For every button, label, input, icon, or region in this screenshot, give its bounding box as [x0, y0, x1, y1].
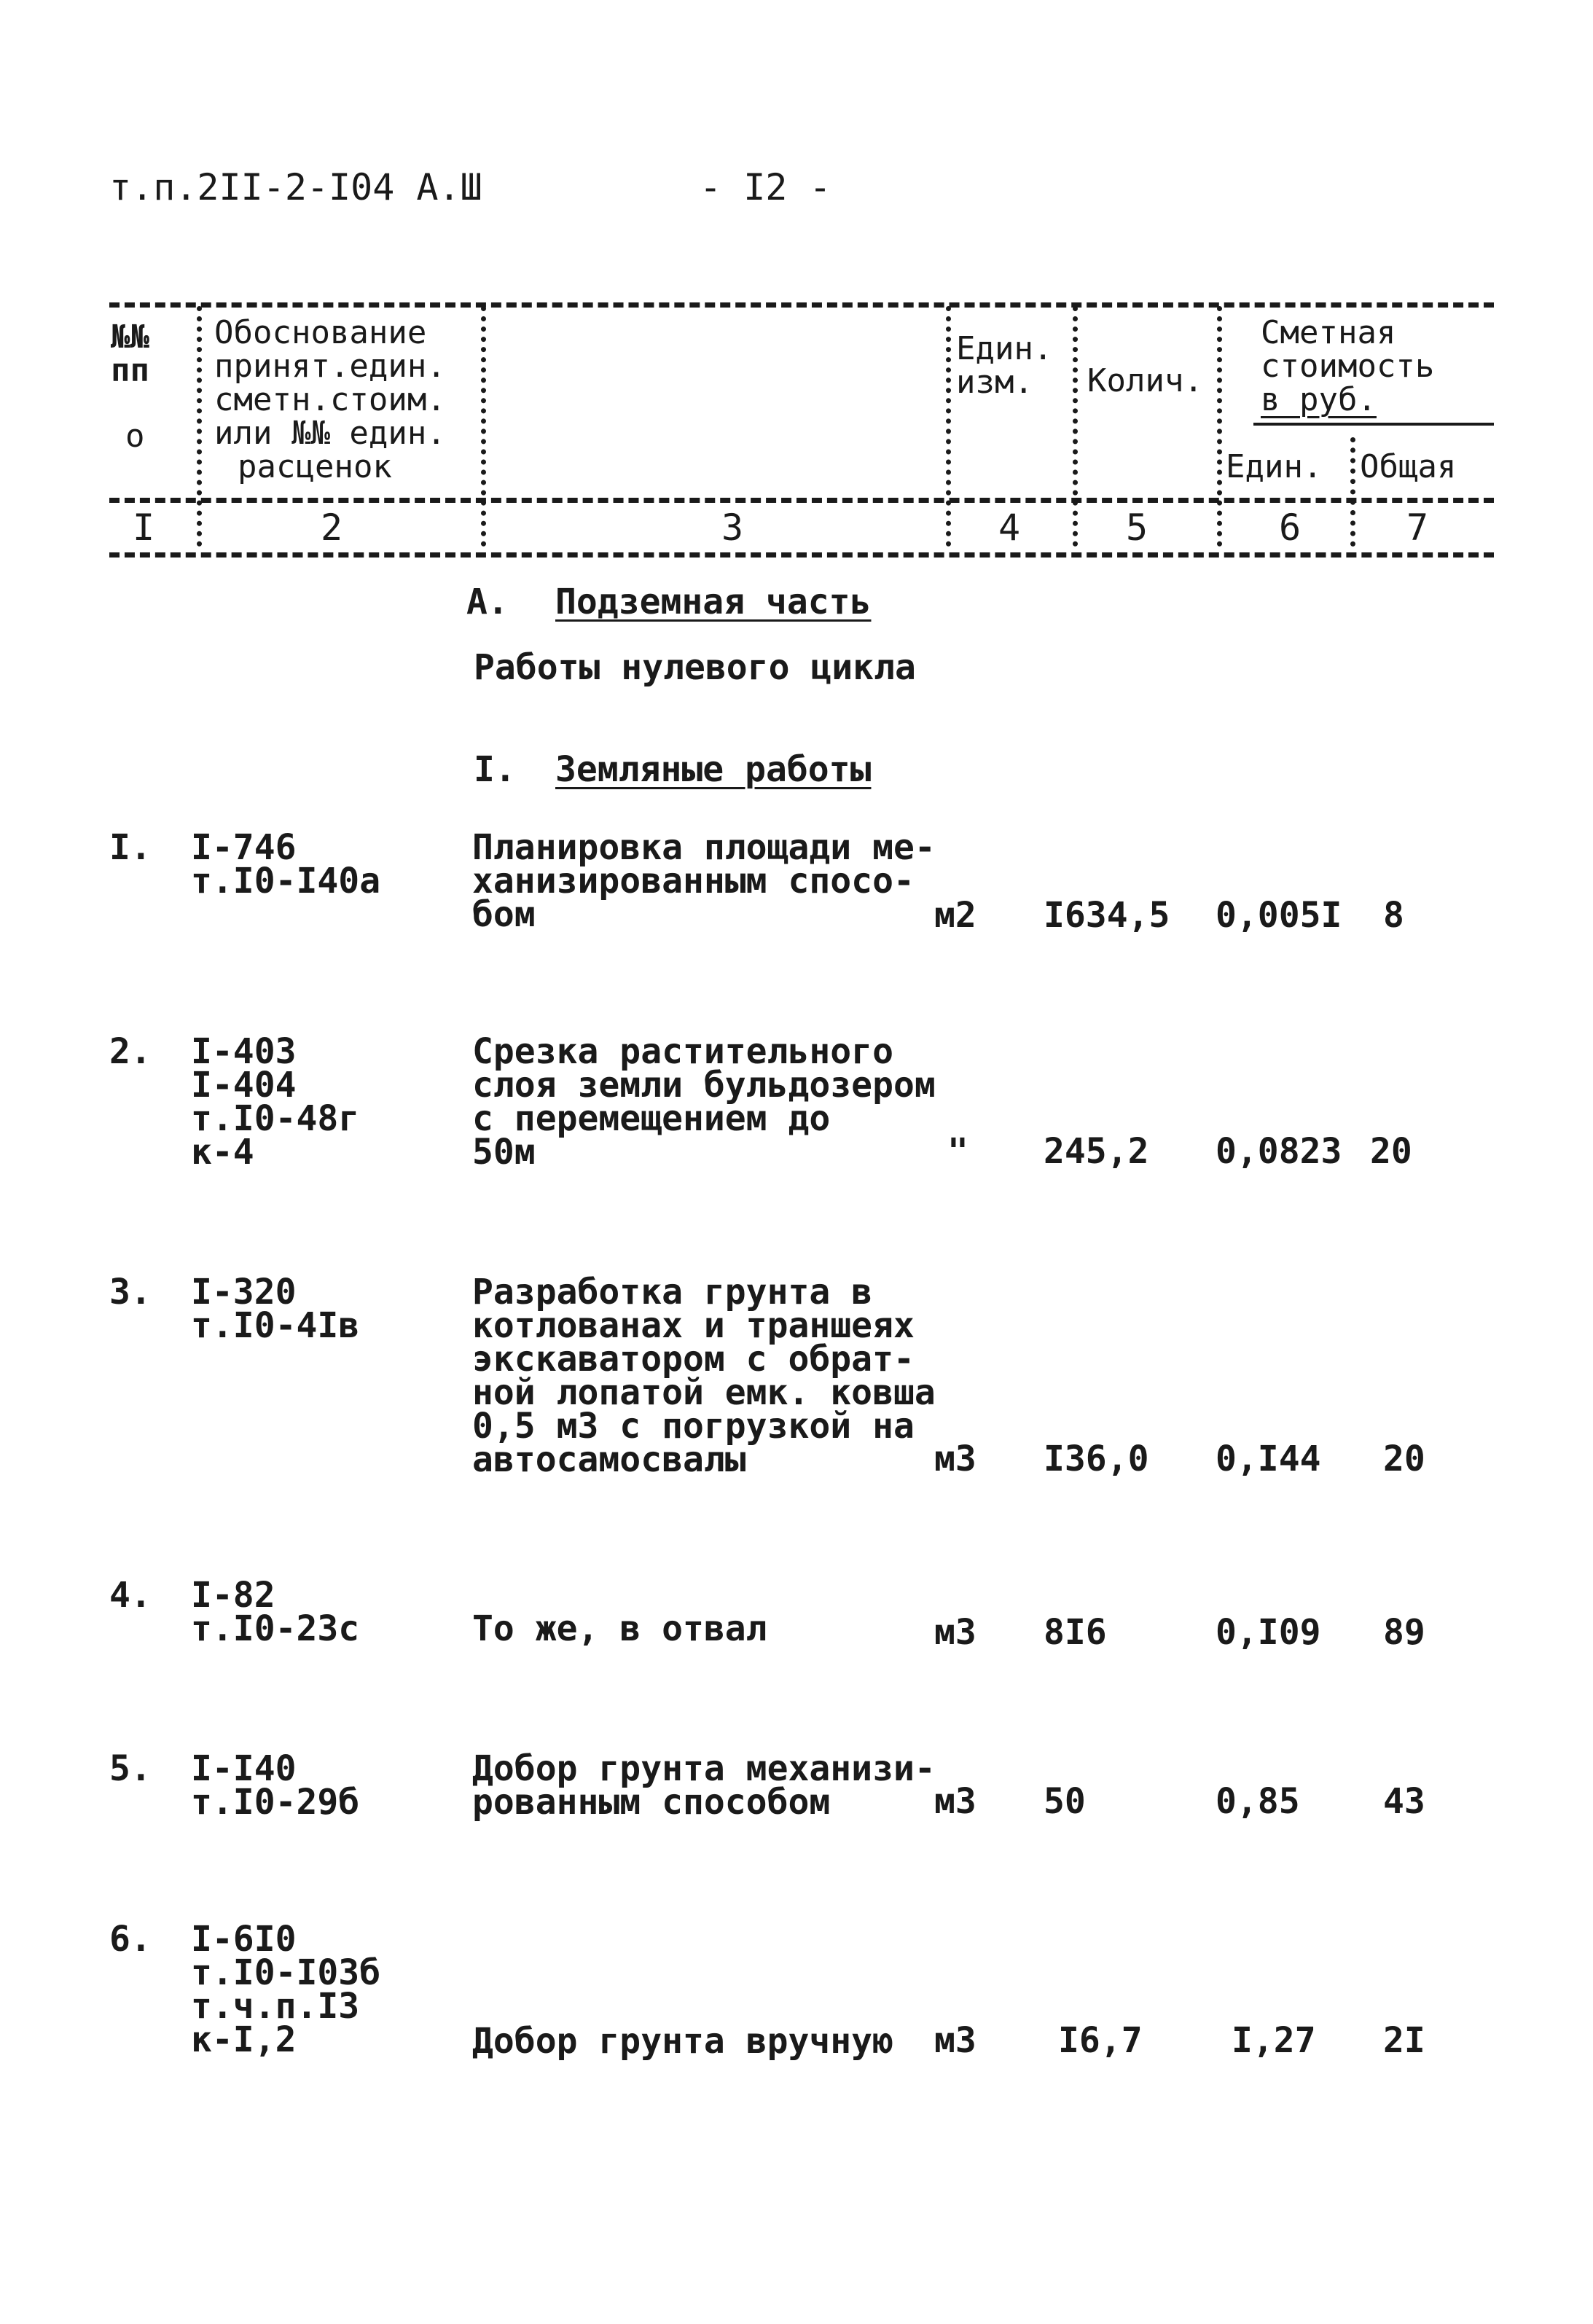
row-number: 3.: [109, 1272, 152, 1312]
cost-subheader-rule: [1253, 423, 1494, 426]
row-unit-price: 0,I44: [1216, 1439, 1321, 1479]
row-code: I-746: [191, 827, 297, 868]
row-quantity: I634,5: [1044, 895, 1170, 936]
col2-header-line5: расценок: [238, 448, 392, 485]
row-code: к-I,2: [191, 2019, 297, 2060]
col-number-1: I: [133, 506, 155, 549]
row-code: к-4: [191, 1132, 254, 1173]
col-number-2: 2: [321, 506, 343, 549]
row-total: 2I: [1383, 2020, 1425, 2061]
row-description: Добор грунта вручную: [472, 2021, 893, 2062]
col-divider-1: [197, 306, 202, 547]
row-description: котлованах и траншеях: [472, 1305, 915, 1346]
row-description: автосамосвалы: [472, 1439, 746, 1480]
col2-header-line3: сметн.стоим.: [214, 381, 446, 418]
col1-header-line3: о: [125, 418, 145, 455]
col-number-5: 5: [1126, 506, 1148, 549]
col-number-3: 3: [721, 506, 744, 549]
row-description: ной лопатой емк. ковша: [472, 1372, 936, 1413]
row-quantity: 245,2: [1044, 1131, 1149, 1172]
row-code: I-403: [191, 1031, 297, 1072]
row-description: ханизированным спосо-: [472, 861, 915, 901]
row-number: 5.: [109, 1748, 152, 1789]
row-unit-price: 0,005I: [1216, 895, 1342, 936]
section-number: I.: [474, 749, 516, 790]
row-code: I-320: [191, 1272, 297, 1312]
col1-header-line2: пп: [111, 352, 149, 389]
document-code: т.п.2II-2-I04 А.Ш: [109, 166, 482, 208]
col5-header: Колич.: [1087, 362, 1203, 399]
row-number: 2.: [109, 1031, 152, 1072]
col6-header: Един.: [1226, 448, 1323, 485]
col67-header-line3: в руб.: [1261, 381, 1377, 418]
row-quantity: I6,7: [1058, 2020, 1143, 2061]
col7-header: Общая: [1360, 448, 1457, 485]
row-quantity: 50: [1044, 1781, 1086, 1822]
col1-header-line1: №№: [111, 318, 149, 356]
row-code: т.I0-4Iв: [191, 1305, 360, 1346]
row-unit-price: I,27: [1232, 2020, 1316, 2061]
row-code: т.ч.п.I3: [191, 1986, 360, 2027]
row-total: 89: [1383, 1612, 1425, 1653]
row-code: I-I40: [191, 1748, 297, 1789]
row-unit: м3: [934, 2020, 976, 2061]
row-unit-price: 0,I09: [1216, 1612, 1321, 1653]
row-description: с перемещением до: [472, 1098, 831, 1139]
col-number-4: 4: [998, 506, 1021, 549]
page-number: - I2 -: [700, 166, 831, 208]
row-number: I.: [109, 827, 152, 868]
header-top-rule: [109, 302, 1494, 308]
row-description: 0,5 м3 с погрузкой на: [472, 1406, 915, 1447]
row-quantity: I36,0: [1044, 1439, 1149, 1479]
row-total: 8: [1383, 895, 1404, 936]
header-bottom-rule: [109, 552, 1494, 557]
section-title: Земляные работы: [555, 749, 872, 790]
part-letter: А.: [466, 582, 509, 622]
col-divider-4: [1073, 306, 1078, 547]
col2-header-line1: Обоснование: [214, 314, 427, 351]
row-unit-price: 0,85: [1216, 1781, 1300, 1822]
row-code: I-404: [191, 1065, 297, 1106]
col-divider-6: [1350, 437, 1355, 547]
row-description: Срезка растительного: [472, 1031, 893, 1072]
row-unit: ": [947, 1131, 968, 1172]
col67-header-line2: стоимость: [1261, 348, 1435, 385]
row-number: 6.: [109, 1919, 152, 1960]
row-unit-price: 0,0823: [1216, 1131, 1342, 1172]
row-description: Планировка площади ме-: [472, 827, 936, 868]
row-unit: м3: [934, 1612, 976, 1653]
col2-header-line2: принят.един.: [214, 348, 446, 385]
row-description: 50м: [472, 1132, 536, 1173]
col-number-6: 6: [1279, 506, 1302, 549]
row-description: Разработка грунта в: [472, 1272, 873, 1312]
row-code: т.I0-29б: [191, 1782, 360, 1823]
row-code: т.I0-I03б: [191, 1952, 381, 1993]
row-description: рованным способом: [472, 1782, 831, 1823]
row-code: I-82: [191, 1575, 275, 1616]
row-description: бом: [472, 894, 536, 935]
header-mid-rule: [109, 498, 1494, 503]
col4-header-line2: изм.: [956, 364, 1033, 401]
row-code: т.I0-23с: [191, 1608, 360, 1649]
row-code: т.I0-48г: [191, 1098, 360, 1139]
col-divider-2: [481, 306, 486, 547]
col-number-7: 7: [1406, 506, 1429, 549]
row-description: слоя земли бульдозером: [472, 1065, 936, 1106]
row-description: Добор грунта механизи-: [472, 1748, 936, 1789]
col-divider-5: [1217, 306, 1222, 547]
row-unit: м3: [934, 1439, 976, 1479]
col2-header-line4: или №№ един.: [214, 415, 446, 452]
row-total: 20: [1383, 1439, 1425, 1479]
row-description: То же, в отвал: [472, 1608, 767, 1649]
part-title: Подземная часть: [555, 582, 872, 622]
row-code: I-6I0: [191, 1919, 297, 1960]
row-total: 20: [1370, 1131, 1412, 1172]
row-total: 43: [1383, 1781, 1425, 1822]
col4-header-line1: Един.: [956, 330, 1053, 367]
row-description: экскаватором с обрат-: [472, 1339, 915, 1380]
col-divider-3: [946, 306, 951, 547]
row-number: 4.: [109, 1575, 152, 1616]
row-unit: м3: [934, 1781, 976, 1822]
row-code: т.I0-I40а: [191, 861, 381, 901]
row-unit: м2: [934, 895, 976, 936]
row-quantity: 8I6: [1044, 1612, 1107, 1653]
section-subtitle: Работы нулевого цикла: [474, 647, 916, 688]
col67-header-line1: Сметная: [1261, 314, 1396, 351]
